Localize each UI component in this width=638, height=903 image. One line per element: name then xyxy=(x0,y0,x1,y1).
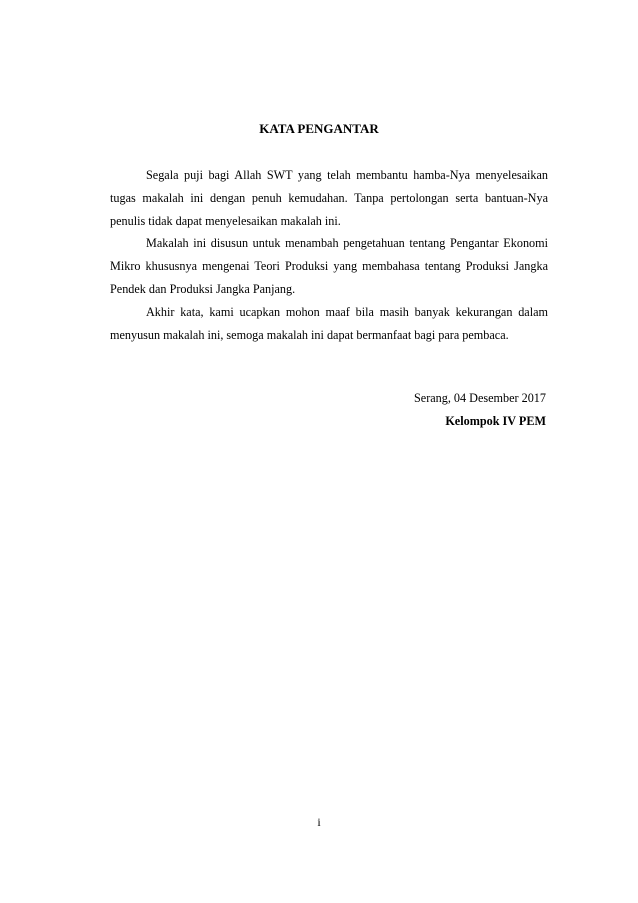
signature-block xyxy=(414,387,546,433)
paragraph-2: Makalah ini disusun untuk menambah pengetahuan tentang Pengantar Ekonomi Mikro khususnya mengenai Teori Produksi yang membahasa tentang Produksi Jangka Pendek dan Produksi Jangka Panjang. xyxy=(110,236,548,296)
page-title: KATA PENGANTAR xyxy=(259,121,379,136)
document-body xyxy=(110,164,548,346)
page-number: i xyxy=(317,815,321,829)
place-date: Serang, 04 Desember 2017 xyxy=(414,391,546,405)
paragraph-3: Akhir kata, kami ucapkan mohon maaf bila masih banyak kekurangan dalam menyusun makalah ini, semoga makalah ini dapat bermanfaat bagi para pembaca. xyxy=(110,304,548,342)
author-name: Kelompok IV PEM xyxy=(445,413,546,428)
paragraph-1: Segala puji bagi Allah SWT yang telah membantu hamba-Nya menyelesaikan tugas makalah ini dengan penuh kemudahan. Tanpa pertolongan serta bantuan-Nya penulis tidak dapat menyelesaikan makalah ini. xyxy=(110,168,548,228)
